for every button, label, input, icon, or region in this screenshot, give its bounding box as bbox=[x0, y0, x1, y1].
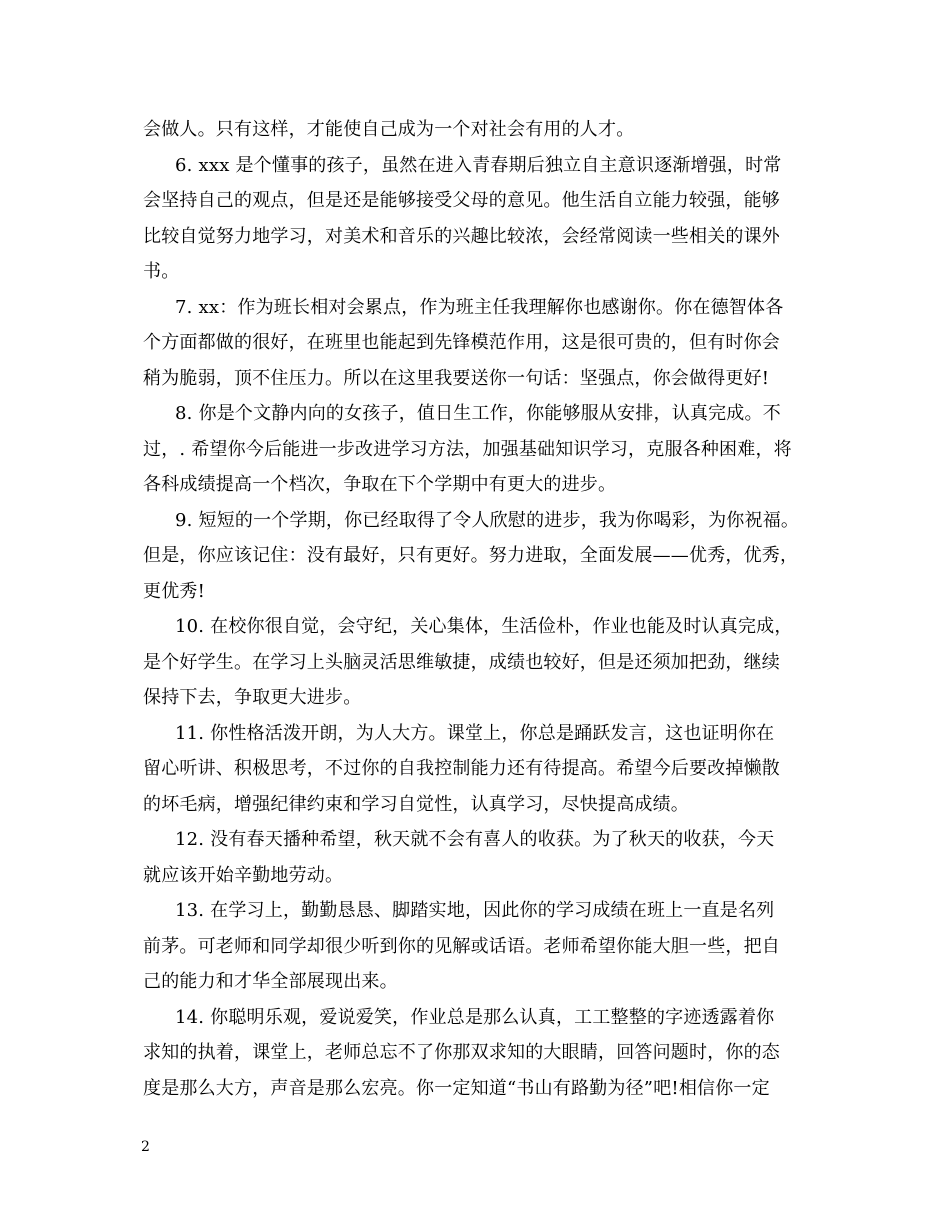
text-line: 比较自觉努力地学习，对美术和音乐的兴趣比较浓，会经常阅读一些相关的课外 bbox=[143, 225, 780, 247]
text-line: 会坚持自己的观点，但是还是能够接受父母的意见。他生活自立能力较强，能够 bbox=[143, 190, 780, 211]
text-line: 13. 在学习上，勤勤恳恳、脚踏实地，因此你的学习成绩在班上一直是名列 bbox=[175, 900, 775, 921]
text-line: 7. xx：作为班长相对会累点，作为班主任我理解你也感谢你。你在德智体各 bbox=[175, 296, 784, 318]
text-line: 过，. 希望你今后能进一步改进学习方法，加强基础知识学习，克服各种困难，将 bbox=[143, 438, 792, 460]
text-line: 14. 你聪明乐观，爱说爱笑，作业总是那么认真，工工整整的字迹透露着你 bbox=[175, 1006, 775, 1028]
text-line: 度是那么大方，声音是那么宏亮。你一定知道“书山有路勤为径”吧!相信你一定 bbox=[143, 1077, 770, 1099]
text-line: 更优秀! bbox=[143, 580, 206, 602]
text-line: 12. 没有春天播种希望，秋天就不会有喜人的收获。为了秋天的收获，今天 bbox=[175, 829, 775, 850]
text-line: 个方面都做的很好，在班里也能起到先锋模范作用，这是很可贵的，但有时你会 bbox=[143, 332, 780, 353]
text-line: 但是，你应该记住：没有最好，只有更好。努力进取，全面发展——优秀，优秀， bbox=[143, 545, 799, 566]
text-line: 是个好学生。在学习上头脑灵活思维敏捷，成绩也较好，但是还须加把劲，继续 bbox=[143, 651, 780, 673]
text-line: 11. 你性格活泼开朗，为人大方。课堂上，你总是踊跃发言，这也证明你在 bbox=[175, 722, 775, 744]
text-line: 会做人。只有这样，才能使自己成为一个对社会有用的人才。 bbox=[143, 119, 635, 140]
text-line: 前茅。可老师和同学却很少听到你的见解或话语。老师希望你能大胆一些，把自 bbox=[143, 935, 780, 957]
text-line: 己的能力和才华全部展现出来。 bbox=[143, 971, 398, 992]
text-line: 各科成绩提高一个档次，争取在下个学期中有更大的进步。 bbox=[143, 474, 617, 495]
text-line: 8. 你是个文静内向的女孩子，值日生工作，你能够服从安排，认真完成。不 bbox=[175, 403, 781, 424]
page-number: 2 bbox=[141, 1139, 150, 1155]
text-line: 书。 bbox=[143, 261, 180, 282]
text-line: 留心听讲、积极思考，不过你的自我控制能力还有待提高。希望今后要改掉懒散 bbox=[143, 758, 780, 779]
text-line: 求知的执着，课堂上，老师总忘不了你那双求知的大眼睛，回答问题时，你的态 bbox=[143, 1042, 780, 1063]
text-line: 9. 短短的一个学期，你已经取得了令人欣慰的进步，我为你喝彩，为你祝福。 bbox=[175, 509, 800, 531]
text-line: 6. xxx 是个懂事的孩子，虽然在进入青春期后独立自主意识逐渐增强，时常 bbox=[175, 154, 782, 176]
body-text bbox=[143, 112, 815, 1106]
text-line: 就应该开始辛勤地劳动。 bbox=[143, 864, 344, 886]
text-line: 稍为脆弱，顶不住压力。所以在这里我要送你一句话：坚强点，你会做得更好! bbox=[143, 367, 770, 389]
text-line: 10. 在校你很自觉，会守纪，关心集体，生活俭朴，作业也能及时认真完成， bbox=[175, 616, 793, 637]
text-line: 的坏毛病，增强纪律约束和学习自觉性，认真学习，尽快提高成绩。 bbox=[143, 793, 689, 815]
text-line: 保持下去，争取更大进步。 bbox=[143, 687, 362, 708]
